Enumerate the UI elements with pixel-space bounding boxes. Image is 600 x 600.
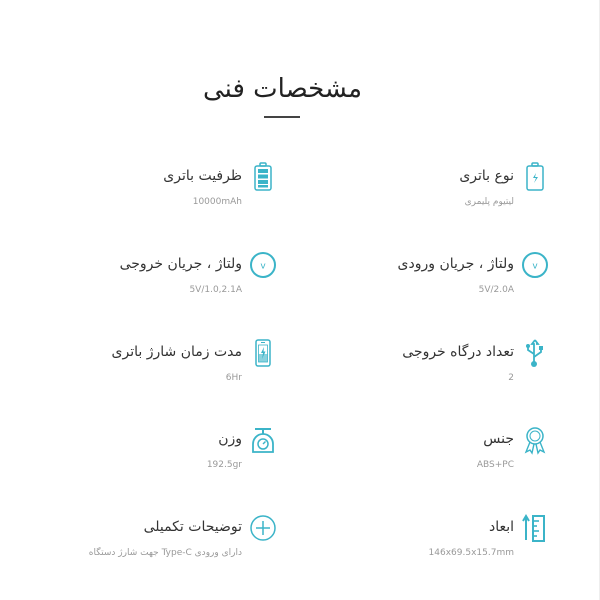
spec-label: مدت زمان شارژ باتری	[111, 344, 242, 360]
spec-label: وزن	[218, 431, 242, 447]
spec-material	[290, 425, 550, 485]
voltage-circle-icon	[248, 250, 278, 280]
spec-value: 192.5gr	[206, 460, 242, 470]
spec-ports	[290, 338, 550, 398]
svg-text:v: v	[260, 261, 266, 272]
spec-label: ظرفیت باتری	[163, 168, 242, 184]
spec-input	[290, 250, 550, 310]
spec-value: 6Hr	[225, 373, 242, 383]
title-underline	[264, 116, 300, 118]
spec-value: 2	[508, 373, 514, 383]
battery-full-icon	[248, 162, 278, 192]
spec-battery-type	[290, 162, 550, 222]
spec-label: ابعاد	[488, 519, 514, 535]
spec-value: لیتیوم پلیمری	[464, 197, 514, 207]
spec-value: 10000mAh	[192, 197, 242, 207]
voltage-circle-icon	[520, 250, 550, 280]
spec-value: 5V/1.0,2.1A	[189, 285, 242, 295]
battery-empty-icon	[520, 162, 550, 192]
ruler-icon	[520, 513, 550, 543]
spec-label: ولتاژ ، جریان ورودی	[397, 256, 514, 272]
spec-value: 5V/2.0A	[478, 285, 514, 295]
page-title: مشخصات فنی	[202, 74, 363, 104]
spec-label: ولتاژ ، جریان خروجی	[119, 256, 242, 272]
spec-dimensions	[290, 513, 550, 573]
scale-icon	[248, 425, 278, 455]
spec-label: تعداد درگاه خروجی	[402, 344, 514, 360]
spec-label: جنس	[483, 431, 514, 447]
spec-value: دارای ورودی Type-C جهت شارژ دستگاه	[88, 548, 242, 558]
spec-value: ABS+PC	[476, 460, 514, 470]
spec-label: توضیحات تکمیلی	[143, 519, 242, 535]
spec-label: نوع باتری	[459, 168, 514, 184]
spec-charge-time	[18, 338, 278, 398]
plus-circle-icon	[248, 513, 278, 543]
svg-text:v: v	[532, 261, 538, 272]
spec-weight	[18, 425, 278, 485]
usb-icon	[520, 338, 550, 368]
spec-output	[18, 250, 278, 310]
spec-extra	[18, 513, 278, 573]
award-ribbon-icon	[520, 425, 550, 455]
spec-battery-capacity	[18, 162, 278, 222]
spec-value: 146x69.5x15.7mm	[428, 548, 514, 558]
phone-charging-icon	[248, 338, 278, 368]
